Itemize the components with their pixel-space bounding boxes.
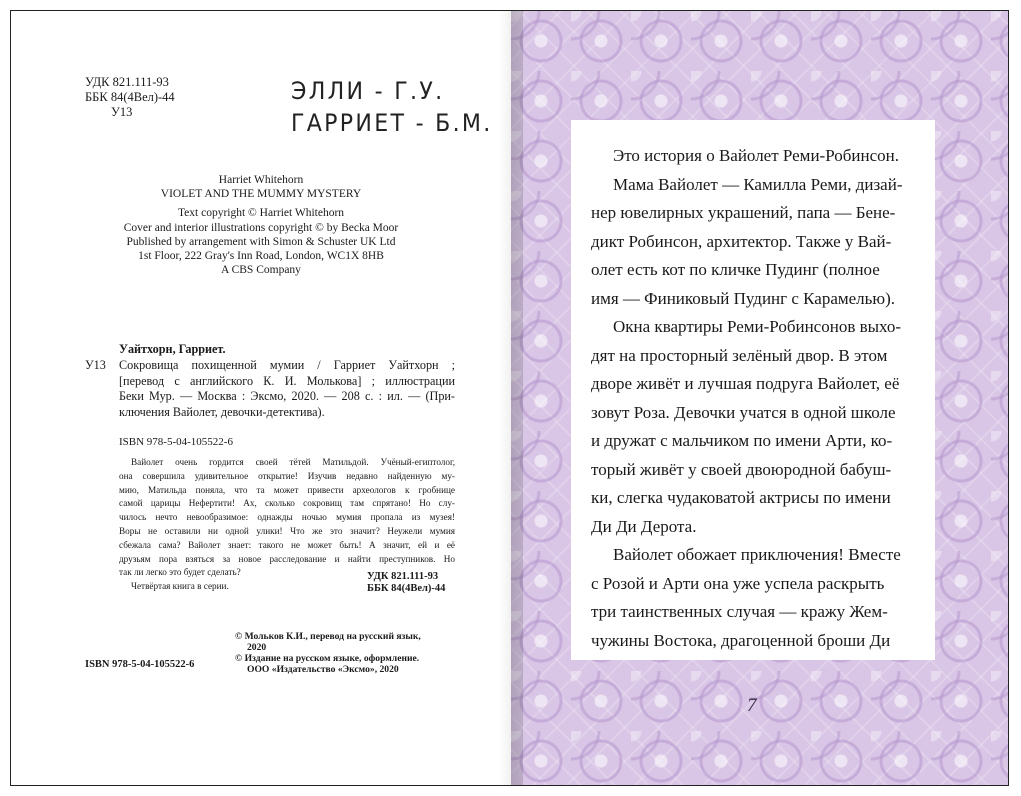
catalog-line: ключения Вайолет, девочки-детектива).	[119, 405, 325, 420]
author-mark: У13	[111, 105, 133, 119]
story-line: Ди Ди Дерота.	[591, 516, 697, 536]
classification-codes	[85, 75, 175, 120]
left-page-imprint	[11, 11, 511, 785]
author-signature-line-2: ГАРРИЕТ - Б.М.	[291, 109, 493, 137]
story-text-box	[571, 120, 935, 660]
copyright-line: © Издание на русском языке, оформление.	[235, 653, 420, 664]
annotation-line: самой царицы Нефертити! Ах, сколько сокровищ там спрятано! Но слу-	[119, 498, 455, 509]
story-line: Это история о Вайолет Реми-Робинсон.	[613, 146, 899, 165]
rights-line: Text copyright © Harriet Whitehorn	[177, 207, 345, 220]
bottom-isbn: ISBN 978-5-04-105522-6	[85, 659, 195, 670]
story-line: имя — Финиковый Пудинг с Карамелью).	[591, 288, 896, 308]
story-line: дворе живёт и лучшая подруга Вайолет, её	[591, 374, 900, 393]
catalog-heading: Уайтхорн, Гарриет.	[119, 342, 226, 356]
story-line: три таинственных случая — кражу Жем-	[591, 602, 888, 621]
story-line: чужины Востока, драгоценной броши Ди	[591, 630, 891, 650]
annotation-line: Воры не оставили ни одной улики! Что же это значит? Неужели мумия	[119, 525, 455, 536]
story-line: Вайолет обожает приключения! Вместе	[613, 545, 901, 564]
catalog-card	[85, 342, 455, 421]
annotation-line: она совершила удивительное открытие! Изучив недавно найденную му-	[119, 470, 455, 481]
original-rights-block	[111, 173, 411, 277]
annotation-line: так ли легко это будет сделать?	[119, 567, 241, 578]
bbk-code: ББК 84(4Вел)-44	[85, 90, 175, 104]
story-line: ки, слегка чудаковатой актрисы по имени	[591, 488, 891, 507]
story-line: и дружат с мальчиком по имени Арти, ко-	[591, 431, 893, 450]
catalog-line: Сокровища похищенной мумии / Гарриет Уайтхорн ;	[119, 357, 455, 372]
story-line: Окна квартиры Реми-Робинсонов выхо-	[613, 317, 902, 336]
rights-line: 1st Floor, 222 Gray's Inn Road, London, WC1X 8HB	[138, 250, 384, 263]
copyright-line: © Мольков К.И., перевод на русский язык,	[235, 631, 421, 642]
story-line: дикт Робинсон, архитектор. Также у Вай-	[591, 231, 892, 251]
annotation-line: чилось нечто невообразимое: однажды ночью мумия пропала из музея!	[119, 512, 455, 523]
page-number: 7	[747, 695, 757, 716]
copyright-block	[235, 631, 421, 675]
rights-line: A CBS Company	[221, 264, 301, 277]
annotation-line: сбежала сама? Вайолет знает: такого не может быть! А значит, ей и её	[119, 539, 455, 550]
bbk-code-bold: ББК 84(4Вел)-44	[367, 583, 446, 594]
catalog-line: Беки Мур. — Москва : Эксмо, 2020. — 208 с. : ил. — (При-	[119, 389, 455, 404]
author-signature	[291, 75, 493, 139]
annotation-line: Вайолет очень гордится своей тётей Матильдой. Учёный-египтолог,	[131, 457, 455, 467]
author-signature-line-1: ЭЛЛИ - Г.У.	[291, 77, 445, 105]
catalog-line: [перевод с английского К. И. Молькова] ; иллюстрации	[119, 373, 455, 388]
book-spread	[10, 10, 1009, 786]
story-line: Мама Вайолет — Камилла Реми, дизай-	[613, 174, 903, 194]
story-line: нер ювелирных украшений, папа — Бене-	[591, 203, 896, 222]
udk-code-bold: УДК 821.111-93	[367, 571, 439, 582]
rights-line: Published by arrangement with Simon & Schuster UK Ltd	[126, 235, 396, 248]
right-page-story	[511, 11, 1009, 785]
story-line: дят на просторный зелёный двор. В этом	[591, 345, 888, 365]
copyright-line: 2020	[247, 642, 267, 653]
bold-classification-codes	[367, 571, 445, 595]
copyright-line: ООО «Издательство «Эксмо», 2020	[247, 664, 399, 675]
original-author: Harriet Whitehorn	[218, 174, 304, 186]
annotation-line: мию, Матильда поняла, что та может привести археологов к гробнице	[119, 484, 455, 495]
catalog-isbn: ISBN 978-5-04-105522-6	[119, 436, 233, 448]
story-line: торый живёт у своей двоюродной бабуш-	[591, 459, 892, 479]
series-note: Четвёртая книга в серии.	[131, 581, 229, 592]
catalog-index: У13	[85, 357, 106, 372]
rights-line: Cover and interior illustrations copyright © by Becka Moor	[123, 221, 399, 234]
book-gutter	[499, 11, 523, 785]
story-line: зовут Роза. Девочки учатся в одной школе	[591, 402, 896, 422]
story-line: олет есть кот по кличке Пудинг (полное	[591, 260, 880, 279]
annotation-line: друзьям пора взяться за новое расследование и найти преступников. Но	[119, 553, 455, 564]
udk-code: УДК 821.111-93	[85, 75, 169, 89]
original-title: VIOLET AND THE MUMMY MYSTERY	[160, 188, 362, 201]
story-line: с Розой и Арти она уже успела раскрыть	[591, 573, 885, 593]
